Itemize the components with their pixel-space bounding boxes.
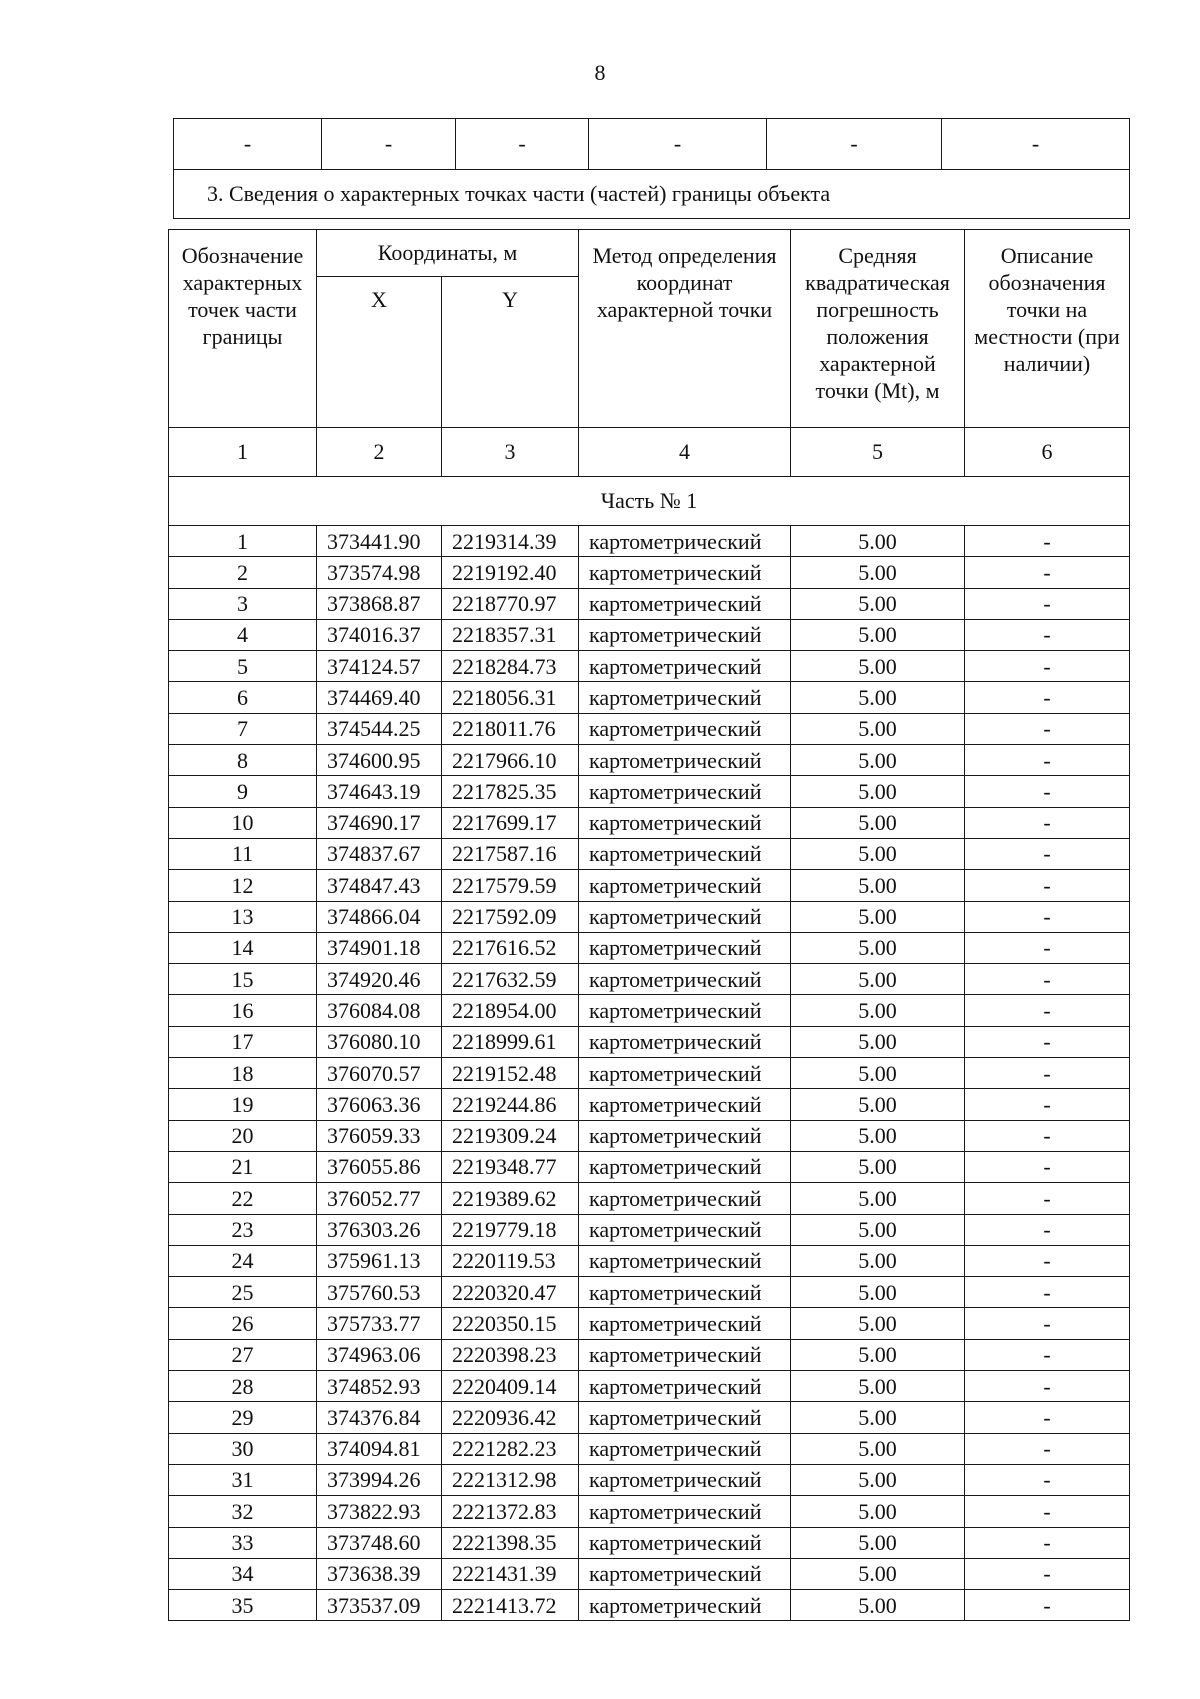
y-coordinate: 2217825.35 bbox=[442, 776, 579, 807]
y-coordinate: 2218011.76 bbox=[442, 713, 579, 744]
description: - bbox=[965, 1433, 1130, 1464]
description: - bbox=[965, 870, 1130, 901]
x-coordinate: 376052.77 bbox=[317, 1183, 442, 1214]
y-coordinate: 2220398.23 bbox=[442, 1339, 579, 1370]
method: картометрический bbox=[579, 901, 791, 932]
description: - bbox=[965, 526, 1130, 557]
x-coordinate: 376080.10 bbox=[317, 1026, 442, 1057]
x-coordinate: 374600.95 bbox=[317, 745, 442, 776]
table-row bbox=[169, 1339, 1130, 1370]
previous-section-table bbox=[173, 118, 1130, 219]
y-coordinate: 2217587.16 bbox=[442, 838, 579, 869]
point-number: 34 bbox=[169, 1558, 317, 1589]
table-row bbox=[169, 1590, 1130, 1621]
mean-error: 5.00 bbox=[791, 1089, 965, 1120]
table-row bbox=[169, 651, 1130, 682]
mean-error: 5.00 bbox=[791, 526, 965, 557]
method: картометрический bbox=[579, 713, 791, 744]
point-number: 18 bbox=[169, 1058, 317, 1089]
x-coordinate: 374847.43 bbox=[317, 870, 442, 901]
method: картометрический bbox=[579, 1058, 791, 1089]
table-row bbox=[169, 995, 1130, 1026]
dash-row bbox=[174, 119, 1130, 170]
y-coordinate: 2218357.31 bbox=[442, 619, 579, 650]
table-row bbox=[169, 1058, 1130, 1089]
table-row bbox=[169, 713, 1130, 744]
method: картометрический bbox=[579, 932, 791, 963]
description: - bbox=[965, 932, 1130, 963]
column-number: 1 bbox=[169, 428, 317, 477]
point-number: 7 bbox=[169, 713, 317, 744]
section-title: 3. Сведения о характерных точках части (частей) границы объекта bbox=[174, 170, 1130, 219]
y-coordinate: 2219779.18 bbox=[442, 1214, 579, 1245]
description: - bbox=[965, 901, 1130, 932]
mean-error: 5.00 bbox=[791, 1402, 965, 1433]
description: - bbox=[965, 776, 1130, 807]
column-number: 4 bbox=[579, 428, 791, 477]
header-coordinates: Координаты, м bbox=[317, 230, 579, 277]
mean-error: 5.00 bbox=[791, 713, 965, 744]
point-number: 6 bbox=[169, 682, 317, 713]
x-coordinate: 373748.60 bbox=[317, 1527, 442, 1558]
mean-error: 5.00 bbox=[791, 901, 965, 932]
mean-error: 5.00 bbox=[791, 1183, 965, 1214]
point-number: 15 bbox=[169, 964, 317, 995]
mean-error: 5.00 bbox=[791, 1245, 965, 1276]
description: - bbox=[965, 1464, 1130, 1495]
x-coordinate: 376084.08 bbox=[317, 995, 442, 1026]
description: - bbox=[965, 1277, 1130, 1308]
y-coordinate: 2221372.83 bbox=[442, 1496, 579, 1527]
x-coordinate: 374866.04 bbox=[317, 901, 442, 932]
y-coordinate: 2217616.52 bbox=[442, 932, 579, 963]
point-number: 14 bbox=[169, 932, 317, 963]
x-coordinate: 374469.40 bbox=[317, 682, 442, 713]
y-coordinate: 2221431.39 bbox=[442, 1558, 579, 1589]
description: - bbox=[965, 807, 1130, 838]
table-row bbox=[169, 1433, 1130, 1464]
point-number: 3 bbox=[169, 588, 317, 619]
method: картометрический bbox=[579, 1339, 791, 1370]
description: - bbox=[965, 1402, 1130, 1433]
method: картометрический bbox=[579, 1433, 791, 1464]
y-coordinate: 2218954.00 bbox=[442, 995, 579, 1026]
method: картометрический bbox=[579, 1183, 791, 1214]
description: - bbox=[965, 1058, 1130, 1089]
x-coordinate: 374643.19 bbox=[317, 776, 442, 807]
method: картометрический bbox=[579, 1308, 791, 1339]
x-coordinate: 374963.06 bbox=[317, 1339, 442, 1370]
y-coordinate: 2219152.48 bbox=[442, 1058, 579, 1089]
point-number: 23 bbox=[169, 1214, 317, 1245]
x-coordinate: 376070.57 bbox=[317, 1058, 442, 1089]
point-number: 2 bbox=[169, 557, 317, 588]
method: картометрический bbox=[579, 588, 791, 619]
method: картометрический bbox=[579, 1402, 791, 1433]
point-number: 28 bbox=[169, 1371, 317, 1402]
y-coordinate: 2221398.35 bbox=[442, 1527, 579, 1558]
point-number: 31 bbox=[169, 1464, 317, 1495]
point-number: 13 bbox=[169, 901, 317, 932]
method: картометрический bbox=[579, 807, 791, 838]
table-row bbox=[169, 745, 1130, 776]
y-coordinate: 2220320.47 bbox=[442, 1277, 579, 1308]
table-row bbox=[169, 1558, 1130, 1589]
x-coordinate: 375961.13 bbox=[317, 1245, 442, 1276]
boundary-points-table bbox=[168, 229, 1130, 1621]
x-coordinate: 373822.93 bbox=[317, 1496, 442, 1527]
method: картометрический bbox=[579, 619, 791, 650]
table-row bbox=[169, 776, 1130, 807]
x-coordinate: 374920.46 bbox=[317, 964, 442, 995]
table-row bbox=[169, 932, 1130, 963]
point-number: 30 bbox=[169, 1433, 317, 1464]
x-coordinate: 374544.25 bbox=[317, 713, 442, 744]
mean-error: 5.00 bbox=[791, 557, 965, 588]
table-row bbox=[169, 1026, 1130, 1057]
y-coordinate: 2219244.86 bbox=[442, 1089, 579, 1120]
y-coordinate: 2220119.53 bbox=[442, 1245, 579, 1276]
x-coordinate: 375760.53 bbox=[317, 1277, 442, 1308]
method: картометрический bbox=[579, 870, 791, 901]
y-coordinate: 2221312.98 bbox=[442, 1464, 579, 1495]
description: - bbox=[965, 995, 1130, 1026]
point-number: 27 bbox=[169, 1339, 317, 1370]
x-coordinate: 374901.18 bbox=[317, 932, 442, 963]
y-coordinate: 2218999.61 bbox=[442, 1026, 579, 1057]
point-number: 29 bbox=[169, 1402, 317, 1433]
table-row bbox=[169, 1214, 1130, 1245]
header-row-top bbox=[169, 230, 1130, 277]
description: - bbox=[965, 1120, 1130, 1151]
x-coordinate: 376059.33 bbox=[317, 1120, 442, 1151]
description: - bbox=[965, 588, 1130, 619]
dash-cell: - bbox=[322, 119, 456, 170]
x-coordinate: 373537.09 bbox=[317, 1590, 442, 1621]
method: картометрический bbox=[579, 776, 791, 807]
point-number: 25 bbox=[169, 1277, 317, 1308]
y-coordinate: 2220409.14 bbox=[442, 1371, 579, 1402]
mean-error: 5.00 bbox=[791, 1527, 965, 1558]
dash-cell: - bbox=[456, 119, 589, 170]
x-coordinate: 374376.84 bbox=[317, 1402, 442, 1433]
point-number: 21 bbox=[169, 1151, 317, 1182]
x-coordinate: 374837.67 bbox=[317, 838, 442, 869]
description: - bbox=[965, 557, 1130, 588]
description: - bbox=[965, 1496, 1130, 1527]
x-coordinate: 373574.98 bbox=[317, 557, 442, 588]
point-number: 11 bbox=[169, 838, 317, 869]
method: картометрический bbox=[579, 1277, 791, 1308]
header-y: Y bbox=[442, 277, 579, 428]
mean-error: 5.00 bbox=[791, 1308, 965, 1339]
description: - bbox=[965, 1371, 1130, 1402]
description: - bbox=[965, 964, 1130, 995]
table-row bbox=[169, 964, 1130, 995]
table-row bbox=[169, 557, 1130, 588]
mean-error: 5.00 bbox=[791, 1277, 965, 1308]
x-coordinate: 376063.36 bbox=[317, 1089, 442, 1120]
header-point-designation: Обозначение характерных точек части границы bbox=[169, 230, 317, 428]
description: - bbox=[965, 745, 1130, 776]
y-coordinate: 2219389.62 bbox=[442, 1183, 579, 1214]
table-row bbox=[169, 1183, 1130, 1214]
table-row bbox=[169, 1496, 1130, 1527]
table-row bbox=[169, 1277, 1130, 1308]
point-number: 12 bbox=[169, 870, 317, 901]
point-number: 24 bbox=[169, 1245, 317, 1276]
method: картометрический bbox=[579, 1371, 791, 1402]
method: картометрический bbox=[579, 1464, 791, 1495]
description: - bbox=[965, 713, 1130, 744]
dash-cell: - bbox=[767, 119, 942, 170]
mean-error: 5.00 bbox=[791, 1339, 965, 1370]
mean-error: 5.00 bbox=[791, 1026, 965, 1057]
y-coordinate: 2218770.97 bbox=[442, 588, 579, 619]
method: картометрический bbox=[579, 1214, 791, 1245]
table-row bbox=[169, 1308, 1130, 1339]
y-coordinate: 2217632.59 bbox=[442, 964, 579, 995]
y-coordinate: 2217579.59 bbox=[442, 870, 579, 901]
dash-cell: - bbox=[589, 119, 767, 170]
mean-error: 5.00 bbox=[791, 1371, 965, 1402]
x-coordinate: 375733.77 bbox=[317, 1308, 442, 1339]
point-number: 20 bbox=[169, 1120, 317, 1151]
x-coordinate: 373441.90 bbox=[317, 526, 442, 557]
y-coordinate: 2219192.40 bbox=[442, 557, 579, 588]
page-number: 8 bbox=[594, 60, 606, 85]
description: - bbox=[965, 838, 1130, 869]
section-title-row bbox=[174, 170, 1130, 219]
method: картометрический bbox=[579, 1089, 791, 1120]
description: - bbox=[965, 1339, 1130, 1370]
y-coordinate: 2217699.17 bbox=[442, 807, 579, 838]
table-row bbox=[169, 1371, 1130, 1402]
method: картометрический bbox=[579, 745, 791, 776]
mean-error: 5.00 bbox=[791, 964, 965, 995]
x-coordinate: 373994.26 bbox=[317, 1464, 442, 1495]
point-number: 35 bbox=[169, 1590, 317, 1621]
description: - bbox=[965, 1590, 1130, 1621]
point-number: 10 bbox=[169, 807, 317, 838]
header-description: Описание обозначения точки на местности (при наличии) bbox=[965, 230, 1130, 428]
y-coordinate: 2219309.24 bbox=[442, 1120, 579, 1151]
point-number: 17 bbox=[169, 1026, 317, 1057]
method: картометрический bbox=[579, 1496, 791, 1527]
method: картометрический bbox=[579, 526, 791, 557]
mean-error: 5.00 bbox=[791, 1496, 965, 1527]
table-row bbox=[169, 1089, 1130, 1120]
part-label: Часть № 1 bbox=[169, 477, 1130, 526]
point-number: 19 bbox=[169, 1089, 317, 1120]
mean-error: 5.00 bbox=[791, 932, 965, 963]
table-row bbox=[169, 870, 1130, 901]
point-number: 26 bbox=[169, 1308, 317, 1339]
part-row bbox=[169, 477, 1130, 526]
method: картометрический bbox=[579, 1590, 791, 1621]
y-coordinate: 2217966.10 bbox=[442, 745, 579, 776]
column-number: 2 bbox=[317, 428, 442, 477]
dash-cell: - bbox=[174, 119, 322, 170]
column-number: 5 bbox=[791, 428, 965, 477]
description: - bbox=[965, 682, 1130, 713]
x-coordinate: 374094.81 bbox=[317, 1433, 442, 1464]
x-coordinate: 373638.39 bbox=[317, 1558, 442, 1589]
table-row bbox=[169, 901, 1130, 932]
description: - bbox=[965, 1245, 1130, 1276]
method: картометрический bbox=[579, 1026, 791, 1057]
y-coordinate: 2220936.42 bbox=[442, 1402, 579, 1433]
point-number: 1 bbox=[169, 526, 317, 557]
table-row bbox=[169, 1527, 1130, 1558]
mean-error: 5.00 bbox=[791, 1433, 965, 1464]
y-coordinate: 2220350.15 bbox=[442, 1308, 579, 1339]
method: картометрический bbox=[579, 1558, 791, 1589]
mean-error: 5.00 bbox=[791, 651, 965, 682]
mean-error: 5.00 bbox=[791, 995, 965, 1026]
table-row bbox=[169, 682, 1130, 713]
method: картометрический bbox=[579, 557, 791, 588]
point-number: 32 bbox=[169, 1496, 317, 1527]
point-number: 4 bbox=[169, 619, 317, 650]
y-coordinate: 2217592.09 bbox=[442, 901, 579, 932]
table-row bbox=[169, 1464, 1130, 1495]
method: картометрический bbox=[579, 995, 791, 1026]
y-coordinate: 2218056.31 bbox=[442, 682, 579, 713]
mean-error: 5.00 bbox=[791, 807, 965, 838]
table-row bbox=[169, 1151, 1130, 1182]
point-number: 8 bbox=[169, 745, 317, 776]
description: - bbox=[965, 1558, 1130, 1589]
mean-error: 5.00 bbox=[791, 745, 965, 776]
mean-error: 5.00 bbox=[791, 682, 965, 713]
mean-error: 5.00 bbox=[791, 588, 965, 619]
description: - bbox=[965, 1151, 1130, 1182]
mean-error: 5.00 bbox=[791, 1058, 965, 1089]
description: - bbox=[965, 1527, 1130, 1558]
table-row bbox=[169, 807, 1130, 838]
dash-cell: - bbox=[942, 119, 1130, 170]
description: - bbox=[965, 651, 1130, 682]
method: картометрический bbox=[579, 1245, 791, 1276]
point-number: 33 bbox=[169, 1527, 317, 1558]
point-number: 16 bbox=[169, 995, 317, 1026]
table-row bbox=[169, 1245, 1130, 1276]
column-numbers-row bbox=[169, 428, 1130, 477]
point-number: 22 bbox=[169, 1183, 317, 1214]
x-coordinate: 374016.37 bbox=[317, 619, 442, 650]
mean-error: 5.00 bbox=[791, 1558, 965, 1589]
header-method: Метод определения координат характерной точки bbox=[579, 230, 791, 428]
point-number: 9 bbox=[169, 776, 317, 807]
header-x: X bbox=[317, 277, 442, 428]
point-number: 5 bbox=[169, 651, 317, 682]
mean-error: 5.00 bbox=[791, 1464, 965, 1495]
y-coordinate: 2221413.72 bbox=[442, 1590, 579, 1621]
description: - bbox=[965, 1214, 1130, 1245]
description: - bbox=[965, 1089, 1130, 1120]
method: картометрический bbox=[579, 651, 791, 682]
mean-error: 5.00 bbox=[791, 870, 965, 901]
description: - bbox=[965, 1308, 1130, 1339]
method: картометрический bbox=[579, 1120, 791, 1151]
mean-error: 5.00 bbox=[791, 776, 965, 807]
x-coordinate: 373868.87 bbox=[317, 588, 442, 619]
table-row bbox=[169, 838, 1130, 869]
mean-error: 5.00 bbox=[791, 1120, 965, 1151]
description: - bbox=[965, 1183, 1130, 1214]
y-coordinate: 2219314.39 bbox=[442, 526, 579, 557]
table-row bbox=[169, 1402, 1130, 1433]
y-coordinate: 2219348.77 bbox=[442, 1151, 579, 1182]
method: картометрический bbox=[579, 964, 791, 995]
mean-error: 5.00 bbox=[791, 1590, 965, 1621]
y-coordinate: 2218284.73 bbox=[442, 651, 579, 682]
column-number: 6 bbox=[965, 428, 1130, 477]
method: картометрический bbox=[579, 1151, 791, 1182]
mean-error: 5.00 bbox=[791, 838, 965, 869]
y-coordinate: 2221282.23 bbox=[442, 1433, 579, 1464]
mean-error: 5.00 bbox=[791, 619, 965, 650]
x-coordinate: 374124.57 bbox=[317, 651, 442, 682]
method: картометрический bbox=[579, 838, 791, 869]
description: - bbox=[965, 1026, 1130, 1057]
table-row bbox=[169, 619, 1130, 650]
mean-error: 5.00 bbox=[791, 1151, 965, 1182]
table-row bbox=[169, 588, 1130, 619]
x-coordinate: 374852.93 bbox=[317, 1371, 442, 1402]
column-number: 3 bbox=[442, 428, 579, 477]
table-row bbox=[169, 526, 1130, 557]
x-coordinate: 374690.17 bbox=[317, 807, 442, 838]
table-row bbox=[169, 1120, 1130, 1151]
method: картометрический bbox=[579, 682, 791, 713]
x-coordinate: 376055.86 bbox=[317, 1151, 442, 1182]
description: - bbox=[965, 619, 1130, 650]
method: картометрический bbox=[579, 1527, 791, 1558]
header-mean-error: Средняя квадратическая погрешность положения характерной точки (Mt), м bbox=[791, 230, 965, 428]
x-coordinate: 376303.26 bbox=[317, 1214, 442, 1245]
mean-error: 5.00 bbox=[791, 1214, 965, 1245]
